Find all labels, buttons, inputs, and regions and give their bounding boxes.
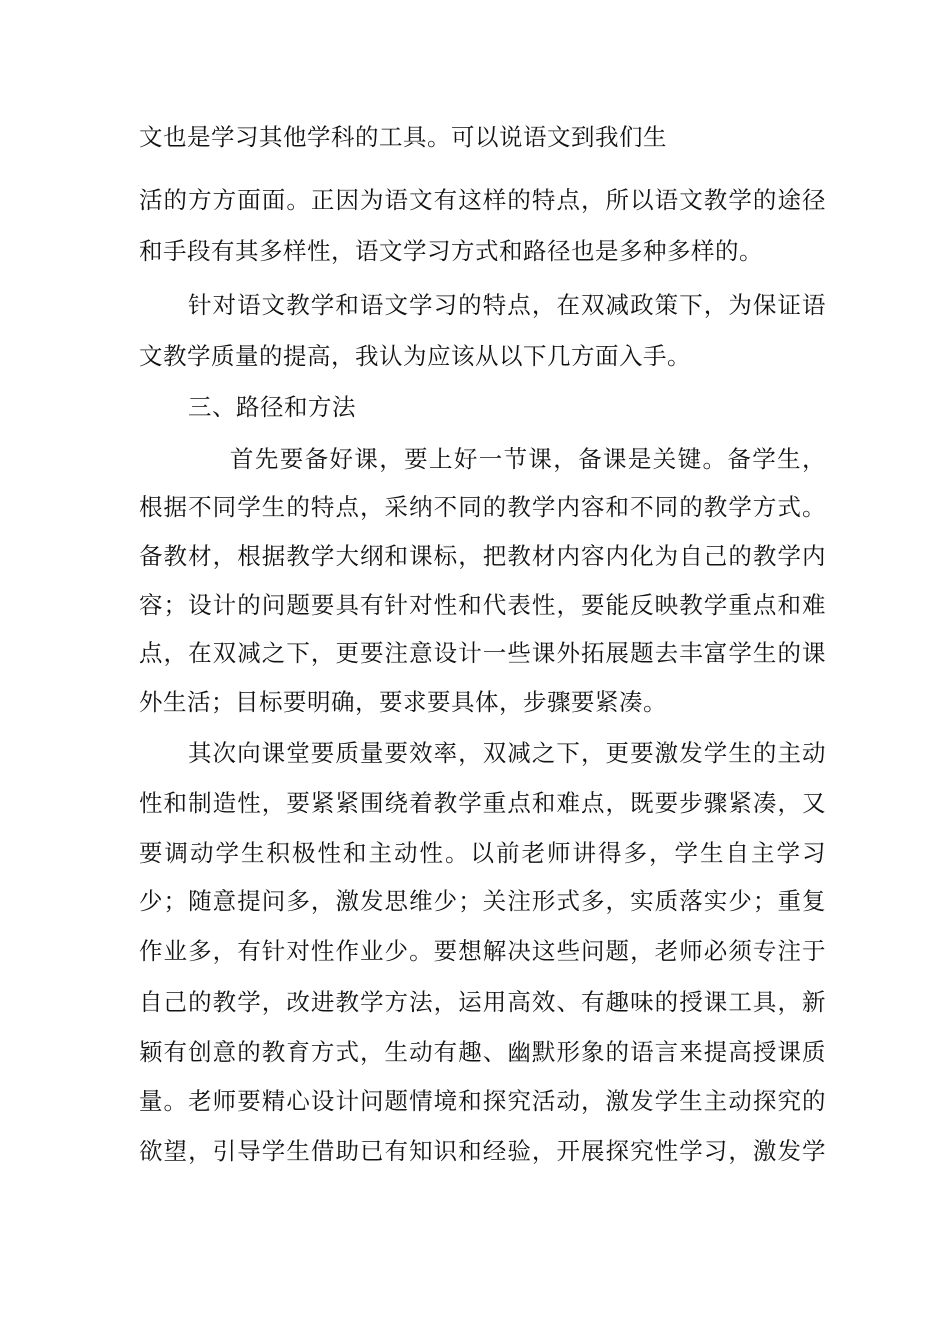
section-heading: 三、路径和方法 [188,393,356,421]
text-line: 自己的教学，改进教学方法，运用高效、有趣味的授课工具，新 [139,988,826,1016]
text-line: 根据不同学生的特点，采纳不同的教学内容和不同的教学方式。 [139,493,826,521]
text-line: 作业多，有针对性作业少。要想解决这些问题，老师必须专注于 [139,937,826,965]
text-line: 文教学质量的提高，我认为应该从以下几方面入手。 [139,342,691,370]
text-line: 和手段有其多样性，语文学习方式和路径也是多种多样的。 [139,237,763,265]
text-line: 欲望，引导学生借助已有知识和经验，开展探究性学习，激发学 [139,1137,826,1165]
text-line: 针对语文教学和语文学习的特点，在双减政策下，为保证语 [188,291,826,319]
text-line: 要调动学生积极性和主动性。以前老师讲得多，学生自主学习 [139,839,826,867]
text-line: 量。老师要精心设计问题情境和探究活动，激发学生主动探究的 [139,1087,826,1115]
text-line: 其次向课堂要质量要效率，双减之下，更要激发学生的主动 [188,739,826,767]
text-line: 颖有创意的教育方式，生动有趣、幽默形象的语言来提高授课质 [139,1038,826,1066]
text-line: 性和制造性，要紧紧围绕着教学重点和难点，既要步骤紧凑，又 [139,789,826,817]
text-line: 活的方方面面。正因为语文有这样的特点，所以语文教学的途径 [139,186,826,214]
text-line: 外生活；目标要明确，要求要具体，步骤要紧凑。 [139,688,667,716]
text-line: 备教材，根据教学大纲和课标，把教材内容内化为自己的教学内 [139,542,826,570]
text-line: 点，在双减之下，更要注意设计一些课外拓展题去丰富学生的课 [139,639,826,667]
text-line: 容；设计的问题要具有针对性和代表性，要能反映教学重点和难 [139,591,826,619]
text-line: 文也是学习其他学科的工具。可以说语文到我们生 [139,123,667,151]
text-line: 首先要备好课，要上好一节课，备课是关键。备学生， [230,445,826,473]
text-line: 少；随意提问多，激发思维少；关注形式多，实质落实少；重复 [139,887,826,915]
